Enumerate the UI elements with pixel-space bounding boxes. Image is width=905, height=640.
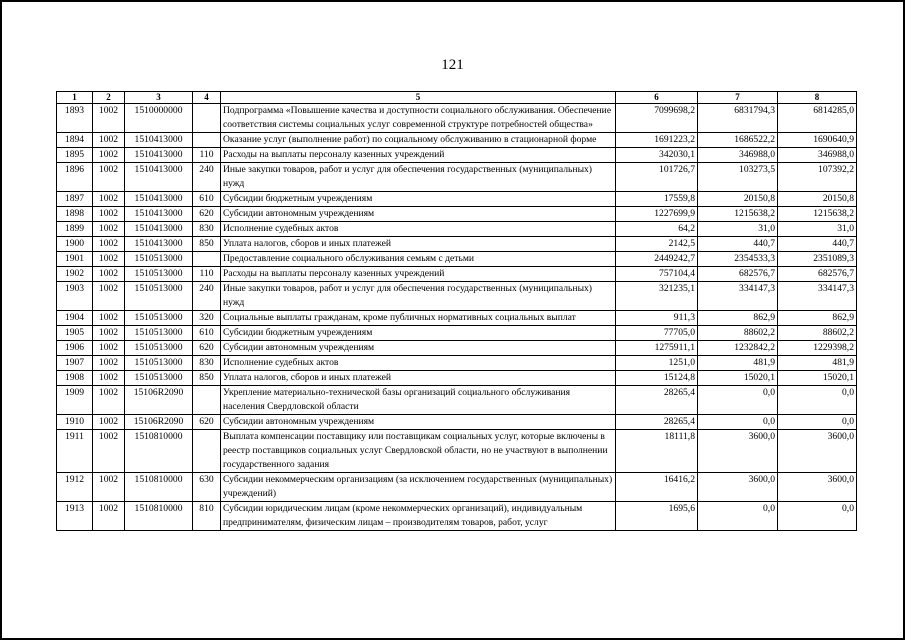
table-row <box>57 148 857 163</box>
row-number-cell: 1907 <box>57 356 93 371</box>
table-row <box>57 473 857 502</box>
target-article-cell: 1510513000 <box>125 267 193 282</box>
expense-type-cell <box>193 133 221 148</box>
section-code-cell: 1002 <box>93 207 125 222</box>
amount-cell: 481,9 <box>778 356 857 371</box>
row-number-cell: 1903 <box>57 282 93 311</box>
expense-type-cell: 630 <box>193 473 221 502</box>
amount-cell: 2351089,3 <box>778 252 857 267</box>
description-cell: Социальные выплаты гражданам, кроме публичных нормативных социальных выплат <box>221 311 616 326</box>
row-number-cell: 1909 <box>57 386 93 415</box>
target-article-cell: 1510413000 <box>125 222 193 237</box>
amount-cell: 7099698,2 <box>616 104 698 133</box>
column-header: 8 <box>778 92 857 104</box>
description-cell: Предоставление социального обслуживания семьям с детьми <box>221 252 616 267</box>
amount-cell: 1275911,1 <box>616 341 698 356</box>
table-row <box>57 430 857 473</box>
target-article-cell: 1510000000 <box>125 104 193 133</box>
amount-cell: 321235,1 <box>616 282 698 311</box>
amount-cell: 15020,1 <box>698 371 778 386</box>
table-row <box>57 207 857 222</box>
target-article-cell: 1510513000 <box>125 341 193 356</box>
table-row <box>57 311 857 326</box>
row-number-cell: 1905 <box>57 326 93 341</box>
amount-cell: 64,2 <box>616 222 698 237</box>
expense-type-cell: 110 <box>193 148 221 163</box>
row-number-cell: 1912 <box>57 473 93 502</box>
expense-type-cell: 610 <box>193 192 221 207</box>
row-number-cell: 1897 <box>57 192 93 207</box>
description-cell: Субсидии автономным учреждениям <box>221 207 616 222</box>
row-number-cell: 1900 <box>57 237 93 252</box>
amount-cell: 440,7 <box>778 237 857 252</box>
amount-cell: 682576,7 <box>778 267 857 282</box>
section-code-cell: 1002 <box>93 237 125 252</box>
row-number-cell: 1906 <box>57 341 93 356</box>
description-cell: Расходы на выплаты персоналу казенных учреждений <box>221 267 616 282</box>
amount-cell: 757104,4 <box>616 267 698 282</box>
target-article-cell: 1510810000 <box>125 502 193 531</box>
page-number: 121 <box>441 57 464 73</box>
description-cell: Выплата компенсации поставщику или поставщикам социальных услуг, которые включены в реестр поставщиков социальных услуг Свердловской области, но не участвуют в выполнении государственного задания <box>221 430 616 473</box>
amount-cell: 6831794,3 <box>698 104 778 133</box>
expense-type-cell: 320 <box>193 311 221 326</box>
expense-type-cell: 610 <box>193 326 221 341</box>
target-article-cell: 1510513000 <box>125 252 193 267</box>
amount-cell: 3600,0 <box>698 473 778 502</box>
row-number-cell: 1913 <box>57 502 93 531</box>
amount-cell: 3600,0 <box>698 430 778 473</box>
amount-cell: 15124,8 <box>616 371 698 386</box>
table-row <box>57 163 857 192</box>
amount-cell: 346988,0 <box>698 148 778 163</box>
amount-cell: 103273,5 <box>698 163 778 192</box>
amount-cell: 1215638,2 <box>778 207 857 222</box>
section-code-cell: 1002 <box>93 104 125 133</box>
row-number-cell: 1899 <box>57 222 93 237</box>
table-row <box>57 502 857 531</box>
description-cell: Исполнение судебных актов <box>221 222 616 237</box>
section-code-cell: 1002 <box>93 148 125 163</box>
row-number-cell: 1898 <box>57 207 93 222</box>
amount-cell: 334147,3 <box>698 282 778 311</box>
amount-cell: 18111,8 <box>616 430 698 473</box>
description-cell: Субсидии бюджетным учреждениям <box>221 326 616 341</box>
table-row <box>57 371 857 386</box>
section-code-cell: 1002 <box>93 222 125 237</box>
section-code-cell: 1002 <box>93 473 125 502</box>
amount-cell: 334147,3 <box>778 282 857 311</box>
section-code-cell: 1002 <box>93 192 125 207</box>
amount-cell: 77705,0 <box>616 326 698 341</box>
table-row <box>57 222 857 237</box>
target-article-cell: 1510513000 <box>125 326 193 341</box>
header-row <box>57 92 857 104</box>
description-cell: Иные закупки товаров, работ и услуг для обеспечения государственных (муниципальных) нужд <box>221 282 616 311</box>
amount-cell: 88602,2 <box>778 326 857 341</box>
section-code-cell: 1002 <box>93 311 125 326</box>
target-article-cell: 1510413000 <box>125 207 193 222</box>
section-code-cell: 1002 <box>93 282 125 311</box>
amount-cell: 1227699,9 <box>616 207 698 222</box>
row-number-cell: 1893 <box>57 104 93 133</box>
expense-type-cell: 620 <box>193 415 221 430</box>
expense-type-cell: 110 <box>193 267 221 282</box>
section-code-cell: 1002 <box>93 356 125 371</box>
description-cell: Субсидии автономным учреждениям <box>221 415 616 430</box>
amount-cell: 0,0 <box>698 415 778 430</box>
amount-cell: 101726,7 <box>616 163 698 192</box>
expense-type-cell: 240 <box>193 282 221 311</box>
section-code-cell: 1002 <box>93 163 125 192</box>
row-number-cell: 1894 <box>57 133 93 148</box>
target-article-cell: 1510810000 <box>125 430 193 473</box>
table-row <box>57 192 857 207</box>
expense-type-cell <box>193 430 221 473</box>
section-code-cell: 1002 <box>93 371 125 386</box>
description-cell: Уплата налогов, сборов и иных платежей <box>221 237 616 252</box>
target-article-cell: 1510413000 <box>125 237 193 252</box>
expense-type-cell: 240 <box>193 163 221 192</box>
expense-type-cell <box>193 252 221 267</box>
target-article-cell: 1510513000 <box>125 311 193 326</box>
amount-cell: 3600,0 <box>778 473 857 502</box>
section-code-cell: 1002 <box>93 133 125 148</box>
table-row <box>57 415 857 430</box>
row-number-cell: 1904 <box>57 311 93 326</box>
description-cell: Иные закупки товаров, работ и услуг для обеспечения государственных (муниципальных) нужд <box>221 163 616 192</box>
target-article-cell: 1510513000 <box>125 356 193 371</box>
amount-cell: 20150,8 <box>778 192 857 207</box>
amount-cell: 911,3 <box>616 311 698 326</box>
amount-cell: 1695,6 <box>616 502 698 531</box>
section-code-cell: 1002 <box>93 341 125 356</box>
amount-cell: 88602,2 <box>698 326 778 341</box>
amount-cell: 682576,7 <box>698 267 778 282</box>
amount-cell: 2449242,7 <box>616 252 698 267</box>
target-article-cell: 1510413000 <box>125 133 193 148</box>
amount-cell: 31,0 <box>698 222 778 237</box>
amount-cell: 2142,5 <box>616 237 698 252</box>
target-article-cell: 1510413000 <box>125 192 193 207</box>
row-number-cell: 1895 <box>57 148 93 163</box>
expense-type-cell: 850 <box>193 371 221 386</box>
expense-type-cell: 620 <box>193 207 221 222</box>
table-row <box>57 133 857 148</box>
expense-type-cell: 830 <box>193 222 221 237</box>
description-cell: Уплата налогов, сборов и иных платежей <box>221 371 616 386</box>
table-row <box>57 386 857 415</box>
amount-cell: 1229398,2 <box>778 341 857 356</box>
amount-cell: 16416,2 <box>616 473 698 502</box>
expense-type-cell: 810 <box>193 502 221 531</box>
amount-cell: 28265,4 <box>616 415 698 430</box>
description-cell: Субсидии некоммерческим организациям (за исключением государственных (муниципальных) учреждений) <box>221 473 616 502</box>
target-article-cell: 1510810000 <box>125 473 193 502</box>
amount-cell: 440,7 <box>698 237 778 252</box>
target-article-cell: 15106R2090 <box>125 386 193 415</box>
amount-cell: 0,0 <box>778 502 857 531</box>
row-number-cell: 1911 <box>57 430 93 473</box>
target-article-cell: 15106R2090 <box>125 415 193 430</box>
amount-cell: 17559,8 <box>616 192 698 207</box>
target-article-cell: 1510513000 <box>125 282 193 311</box>
description-cell: Субсидии юридическим лицам (кроме некоммерческих организаций), индивидуальным предпринимателям, физическим лицам – производителям товаров, работ, услуг <box>221 502 616 531</box>
expense-type-cell: 850 <box>193 237 221 252</box>
expense-type-cell: 620 <box>193 341 221 356</box>
amount-cell: 0,0 <box>698 502 778 531</box>
expense-type-cell <box>193 386 221 415</box>
section-code-cell: 1002 <box>93 267 125 282</box>
column-header: 6 <box>616 92 698 104</box>
row-number-cell: 1908 <box>57 371 93 386</box>
target-article-cell: 1510413000 <box>125 148 193 163</box>
amount-cell: 346988,0 <box>778 148 857 163</box>
section-code-cell: 1002 <box>93 386 125 415</box>
table-row <box>57 341 857 356</box>
amount-cell: 0,0 <box>698 386 778 415</box>
amount-cell: 0,0 <box>778 415 857 430</box>
amount-cell: 1691223,2 <box>616 133 698 148</box>
table-row <box>57 252 857 267</box>
section-code-cell: 1002 <box>93 326 125 341</box>
amount-cell: 342030,1 <box>616 148 698 163</box>
amount-cell: 1690640,9 <box>778 133 857 148</box>
section-code-cell: 1002 <box>93 415 125 430</box>
amount-cell: 15020,1 <box>778 371 857 386</box>
amount-cell: 31,0 <box>778 222 857 237</box>
section-code-cell: 1002 <box>93 252 125 267</box>
description-cell: Оказание услуг (выполнение работ) по социальному обслуживанию в стационарной форме <box>221 133 616 148</box>
amount-cell: 1251,0 <box>616 356 698 371</box>
table-row <box>57 282 857 311</box>
amount-cell: 28265,4 <box>616 386 698 415</box>
amount-cell: 862,9 <box>698 311 778 326</box>
row-number-cell: 1910 <box>57 415 93 430</box>
column-header: 3 <box>125 92 193 104</box>
table-row <box>57 237 857 252</box>
amount-cell: 1232842,2 <box>698 341 778 356</box>
row-number-cell: 1901 <box>57 252 93 267</box>
target-article-cell: 1510513000 <box>125 371 193 386</box>
row-number-cell: 1896 <box>57 163 93 192</box>
target-article-cell: 1510413000 <box>125 163 193 192</box>
amount-cell: 20150,8 <box>698 192 778 207</box>
table-row <box>57 326 857 341</box>
amount-cell: 107392,2 <box>778 163 857 192</box>
column-header: 4 <box>193 92 221 104</box>
expense-type-cell: 830 <box>193 356 221 371</box>
amount-cell: 481,9 <box>698 356 778 371</box>
amount-cell: 6814285,0 <box>778 104 857 133</box>
expense-type-cell <box>193 104 221 133</box>
row-number-cell: 1902 <box>57 267 93 282</box>
column-header: 1 <box>57 92 93 104</box>
amount-cell: 3600,0 <box>778 430 857 473</box>
description-cell: Субсидии автономным учреждениям <box>221 341 616 356</box>
amount-cell: 1215638,2 <box>698 207 778 222</box>
column-header: 2 <box>93 92 125 104</box>
amount-cell: 2354533,3 <box>698 252 778 267</box>
budget-table <box>56 91 857 531</box>
column-header: 5 <box>221 92 616 104</box>
table-row <box>57 356 857 371</box>
description-cell: Исполнение судебных актов <box>221 356 616 371</box>
section-code-cell: 1002 <box>93 430 125 473</box>
amount-cell: 1686522,2 <box>698 133 778 148</box>
amount-cell: 862,9 <box>778 311 857 326</box>
table-row <box>57 104 857 133</box>
description-cell: Укрепление материально-технической базы организаций социального обслуживания населения Свердловской области <box>221 386 616 415</box>
amount-cell: 0,0 <box>778 386 857 415</box>
section-code-cell: 1002 <box>93 502 125 531</box>
description-cell: Субсидии бюджетным учреждениям <box>221 192 616 207</box>
column-header: 7 <box>698 92 778 104</box>
description-cell: Расходы на выплаты персоналу казенных учреждений <box>221 148 616 163</box>
description-cell: Подпрограмма «Повышение качества и доступности социального обслуживания. Обеспечение соответствия системы социальных услуг современной структуре потребностей общества» <box>221 104 616 133</box>
table-row <box>57 267 857 282</box>
